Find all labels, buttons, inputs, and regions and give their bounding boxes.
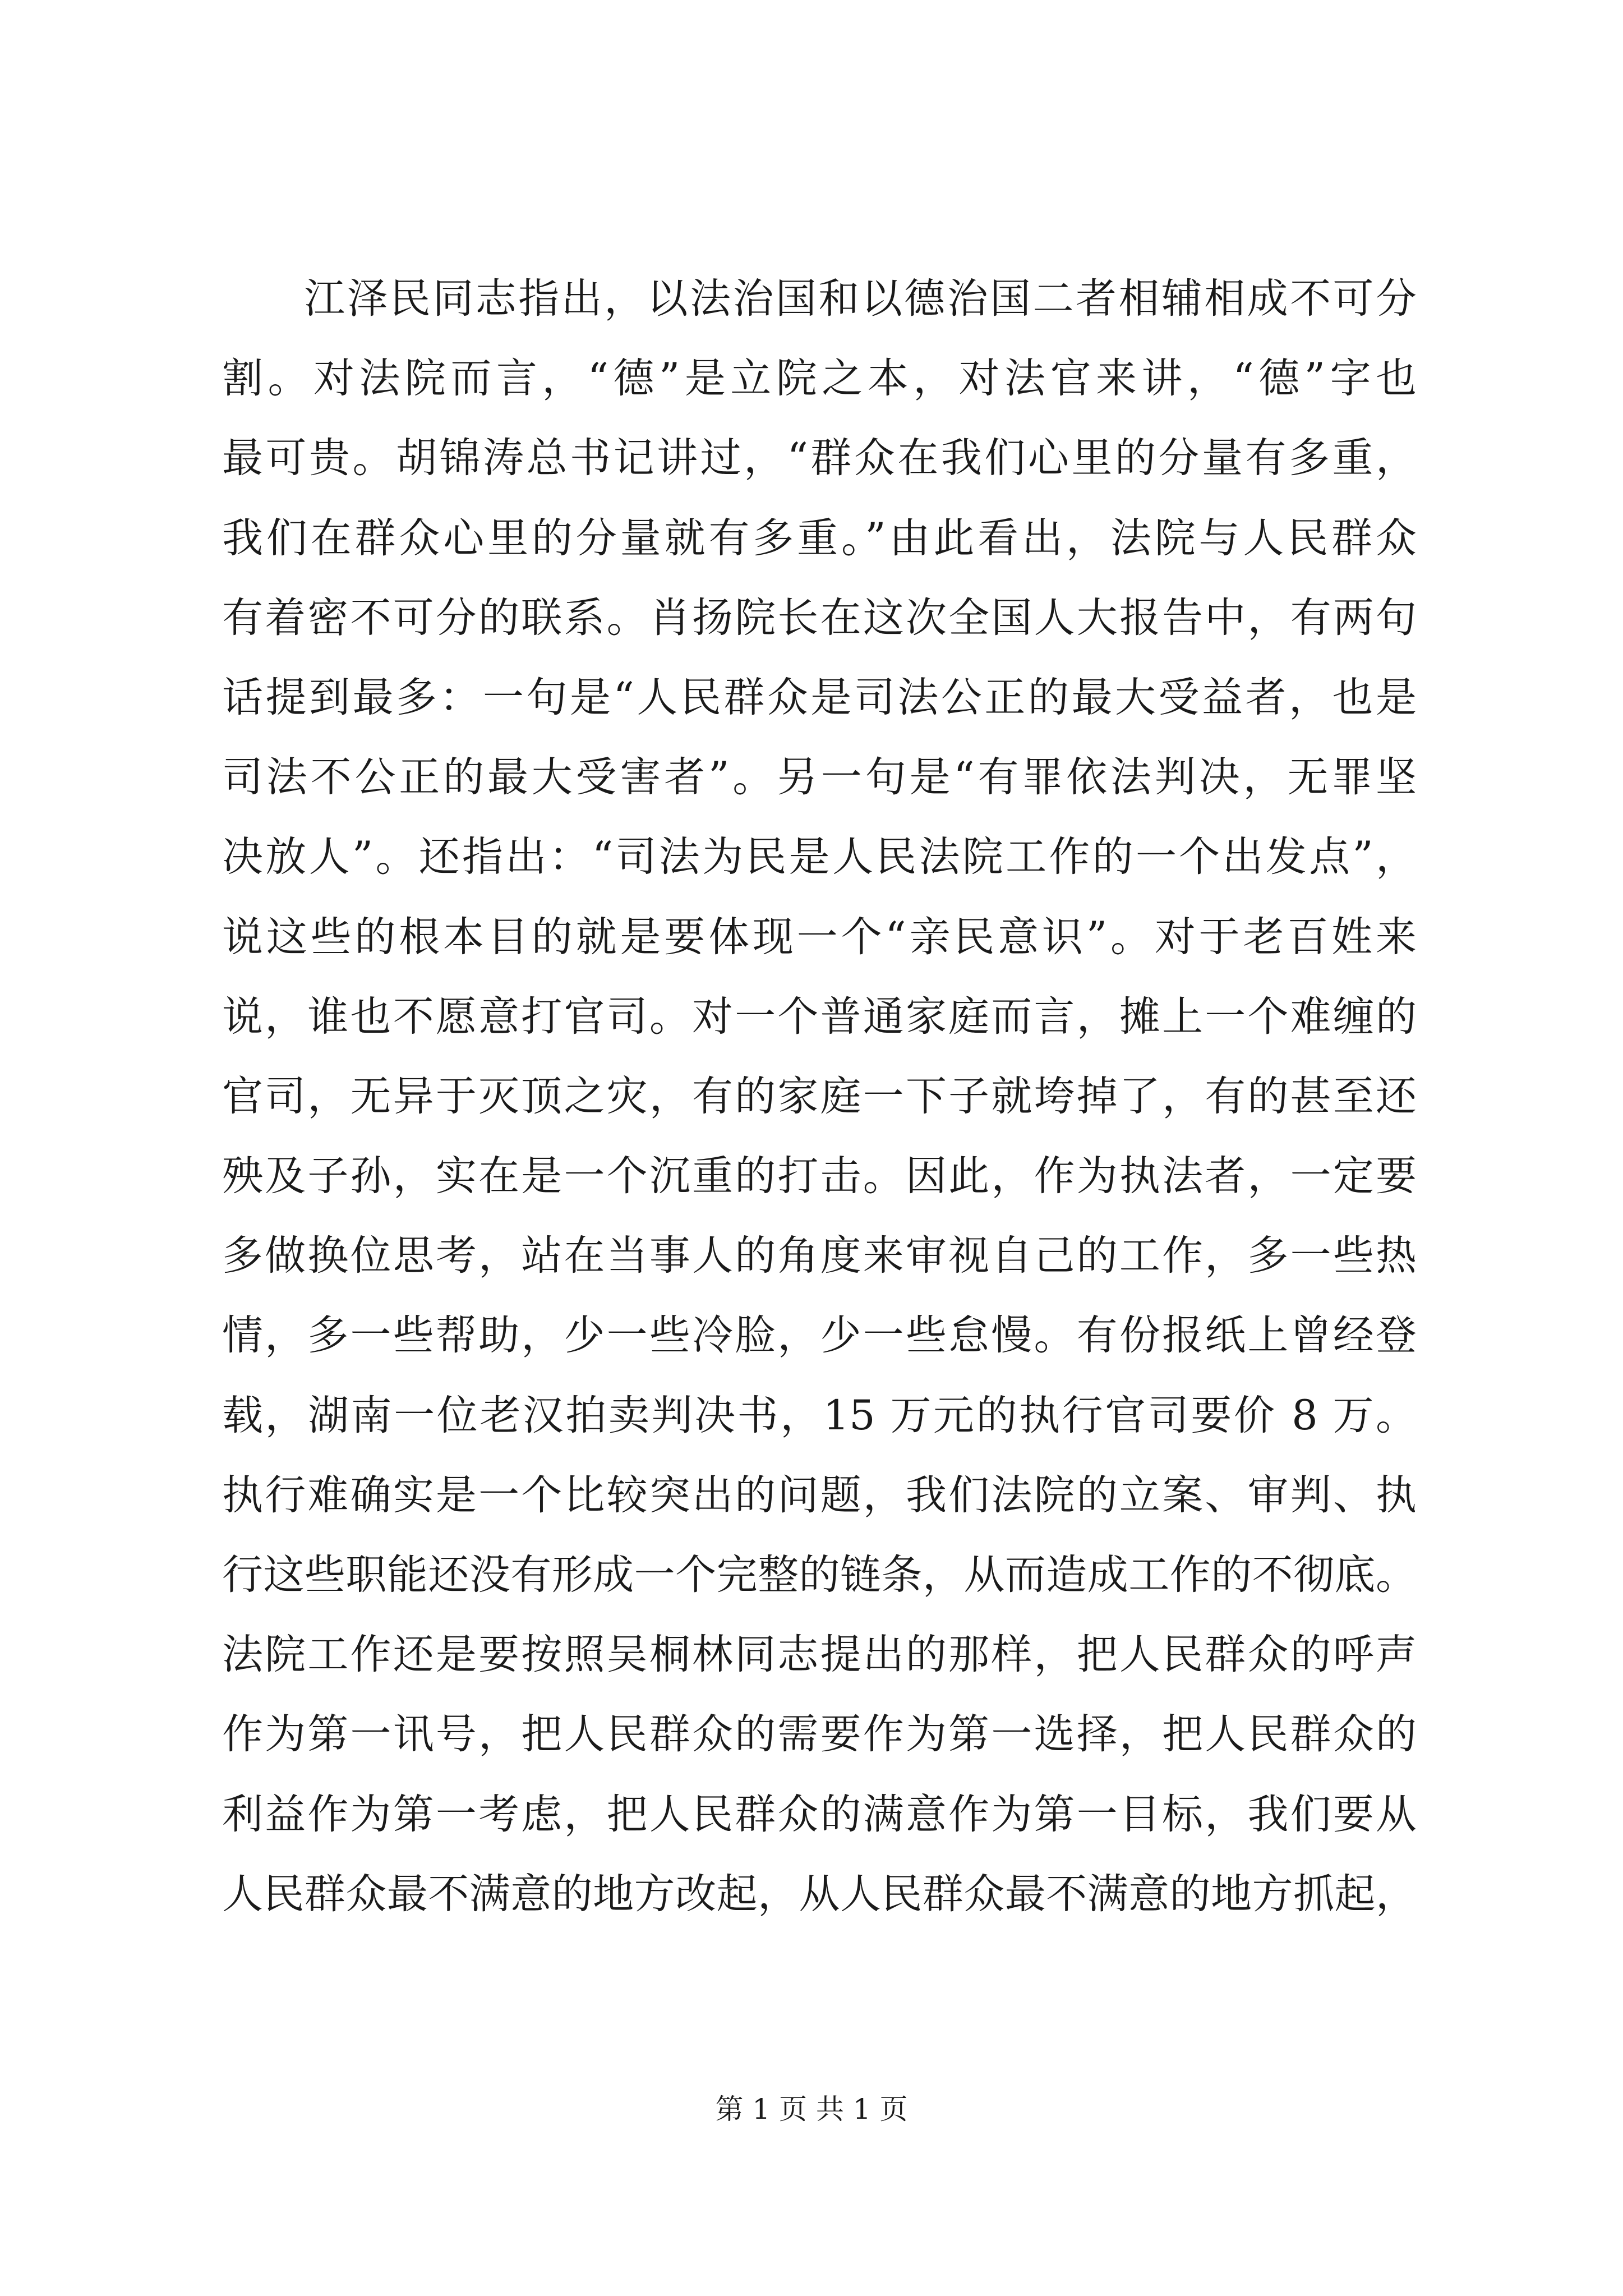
- paragraph-line: 江泽民同志指出，以法治国和以德治国二者相辅相成不可分: [304, 275, 1417, 323]
- paragraph-line: 割。对法院而言，“德”是立院之本，对法官来讲，“德”字也: [222, 355, 1417, 403]
- paragraph-line: 最可贵。胡锦涛总书记讲过，“群众在我们心里的分量有多重，: [222, 434, 1417, 482]
- body-paragraph: [222, 259, 1417, 1934]
- paragraph-line: 执行难确实是一个比较突出的问题，我们法院的立案、审判、执: [222, 1471, 1417, 1519]
- paragraph-line: 情，多一些帮助，少一些冷脸，少一些怠慢。有份报纸上曾经登: [222, 1312, 1417, 1360]
- paragraph-line: 我们在群众心里的分量就有多重。”由此看出，法院与人民群众: [222, 514, 1417, 562]
- paragraph-line: 决放人”。还指出：“司法为民是人民法院工作的一个出发点”，: [222, 833, 1417, 881]
- paragraph-line: 司法不公正的最大受害者”。另一句是“有罪依法判决，无罪坚: [222, 753, 1417, 802]
- paragraph-line: 说，谁也不愿意打官司。对一个普通家庭而言，摊上一个难缠的: [222, 992, 1417, 1041]
- paragraph-line: 利益作为第一考虑，把人民群众的满意作为第一目标，我们要从: [222, 1790, 1417, 1838]
- paragraph-line: 人民群众最不满意的地方改起，从人民群众最不满意的地方抓起，: [222, 1870, 1417, 1918]
- paragraph-line: 多做换位思考，站在当事人的角度来审视自己的工作，多一些热: [222, 1232, 1417, 1280]
- paragraph-line: 作为第一讯号，把人民群众的需要作为第一选择，把人民群众的: [222, 1710, 1417, 1759]
- page-number-footer: 第 1 页 共 1 页: [715, 2093, 908, 2125]
- paragraph-line: 法院工作还是要按照吴桐林同志提出的那样，把人民群众的呼声: [222, 1631, 1417, 1679]
- paragraph-line: 说这些的根本目的就是要体现一个“亲民意识”。对于老百姓来: [222, 913, 1417, 961]
- paragraph-line: 有着密不可分的联系。肖扬院长在这次全国人大报告中，有两句: [222, 593, 1417, 642]
- paragraph-line: 官司，无异于灭顶之灾，有的家庭一下子就垮掉了，有的甚至还: [222, 1072, 1417, 1120]
- paragraph-line: 殃及子孙，实在是一个沉重的打击。因此，作为执法者，一定要: [222, 1152, 1417, 1200]
- paragraph-line: 载，湖南一位老汉拍卖判决书，15 万元的执行官司要价 8 万。: [222, 1391, 1417, 1439]
- paragraph-line: 行这些职能还没有形成一个完整的链条，从而造成工作的不彻底。: [222, 1551, 1417, 1599]
- paragraph-line: 话提到最多：一句是“人民群众是司法公正的最大受益者，也是: [222, 673, 1417, 721]
